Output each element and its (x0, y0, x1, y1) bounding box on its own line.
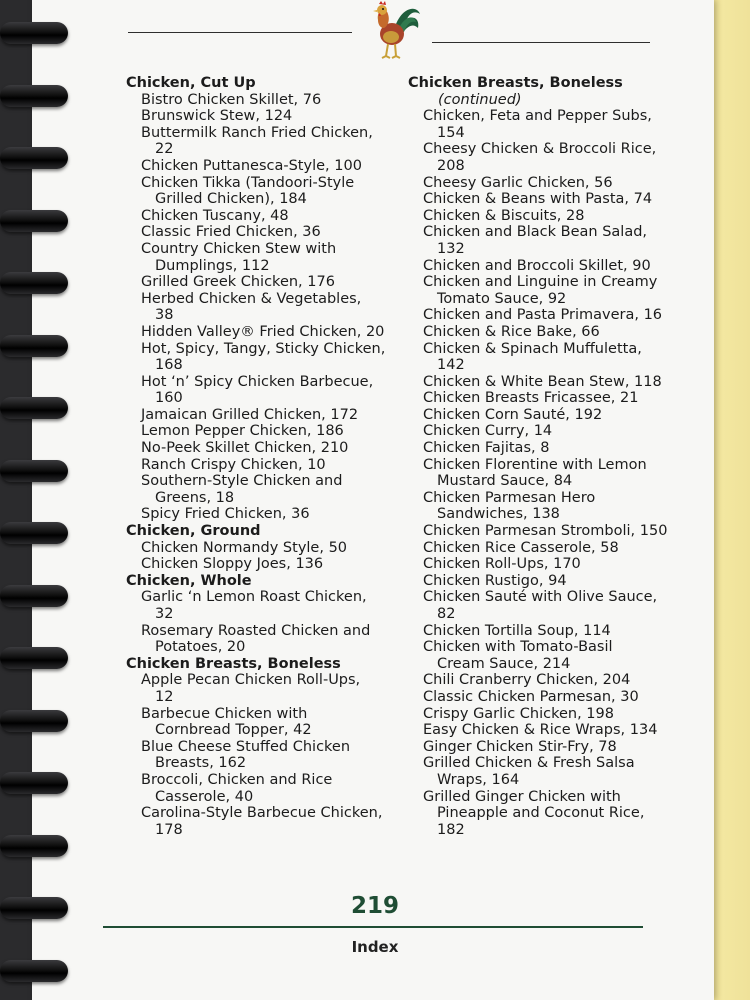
index-entry-text: Chicken Parmesan Stromboli, 150 (423, 523, 668, 540)
index-entry-continuation: 82 (437, 606, 456, 622)
index-entry (126, 457, 388, 474)
index-entry-continuation: Dumplings, 112 (155, 257, 270, 274)
index-entry-text: Southern-Style Chicken and (141, 473, 343, 490)
index-entry (408, 573, 688, 590)
index-entry (408, 706, 688, 723)
index-entry (408, 258, 688, 275)
index-entry (126, 208, 388, 225)
index-entry-continuation: Greens, 18 (155, 489, 235, 506)
index-entry-text: Chicken & Biscuits, 28 (423, 207, 585, 224)
index-entry-text: Chicken and Broccoli Skillet, 90 (423, 257, 651, 274)
index-heading-continued: (continued) (438, 91, 522, 108)
index-heading: Chicken Breasts, Boneless (126, 655, 341, 672)
index-entry-continuation: Tomato Sauce, 92 (437, 290, 567, 307)
index-entry (126, 805, 388, 838)
index-entry-continuation: 22 (155, 141, 174, 158)
binding-coil (0, 22, 68, 44)
index-entry (408, 141, 688, 174)
index-entry-text: Chicken and Black Bean Salad, (423, 224, 648, 241)
index-entry-text: Chicken with Tomato-Basil (423, 639, 613, 656)
index-entry (408, 639, 688, 672)
index-entry-text: Chicken and Linguine in Creamy (423, 274, 658, 291)
index-heading: Chicken Breasts, Boneless (408, 75, 623, 91)
spiral-binding (0, 0, 70, 1000)
index-entry (126, 407, 388, 424)
index-entry (126, 506, 388, 523)
index-entry-text: Herbed Chicken & Vegetables, (141, 290, 362, 307)
index-entry-continuation: 168 (155, 357, 183, 374)
index-entry-text: Chicken Sauté with Olive Sauce, (423, 589, 658, 606)
rooster-icon (364, 0, 424, 62)
index-entry-text: Hot, Spicy, Tangy, Sticky Chicken, (141, 340, 386, 357)
index-entry (126, 125, 388, 158)
binding-coil (0, 772, 68, 794)
index-entry (408, 789, 688, 839)
index-entry-text: Chicken Rice Casserole, 58 (423, 539, 619, 556)
index-entry-continuation: 208 (437, 157, 465, 174)
binding-coil (0, 210, 68, 232)
binding-coil (0, 272, 68, 294)
index-entry-text: Blue Cheese Stuffed Chicken (141, 738, 351, 755)
binding-coil (0, 835, 68, 857)
binding-coil (0, 397, 68, 419)
index-entry (126, 374, 388, 407)
index-entry (408, 191, 688, 208)
index-entry-text: Classic Chicken Parmesan, 30 (423, 688, 639, 705)
index-entry (408, 224, 688, 257)
index-entry-text: Chicken Florentine with Lemon (423, 456, 647, 473)
index-entry (408, 175, 688, 192)
binding-coil (0, 335, 68, 357)
index-entry-continuation: Cream Sauce, 214 (437, 655, 571, 672)
index-entry-text: Jamaican Grilled Chicken, 172 (141, 406, 359, 423)
index-entry-text: Hidden Valley® Fried Chicken, 20 (141, 323, 385, 340)
index-entry (126, 92, 388, 109)
index-entry-continuation: Mustard Sauce, 84 (437, 473, 573, 490)
index-entry-text: Cheesy Garlic Chicken, 56 (423, 174, 613, 191)
index-entry (408, 540, 688, 557)
index-entry (126, 341, 388, 374)
index-entry-text: Chicken Corn Sauté, 192 (423, 406, 603, 423)
binding-coil (0, 147, 68, 169)
index-entry-text: No-Peek Skillet Chicken, 210 (141, 440, 349, 457)
index-entry-text: Cheesy Chicken & Broccoli Rice, (423, 141, 657, 158)
index-entry-text: Chicken Rustigo, 94 (423, 572, 567, 589)
index-entry (408, 374, 688, 391)
index-entry-continuation: 160 (155, 390, 183, 407)
index-entry-continuation: Cornbread Topper, 42 (155, 722, 312, 739)
index-entry (126, 473, 388, 506)
index-entry-text: Ranch Crispy Chicken, 10 (141, 456, 326, 473)
index-entry-text: Classic Fried Chicken, 36 (141, 224, 321, 241)
index-entry-text: Chicken & Spinach Muffuletta, (423, 340, 642, 357)
index-entry (126, 108, 388, 125)
index-column-left (126, 75, 388, 838)
index-entry-continuation: Sandwiches, 138 (437, 506, 560, 523)
index-column-right (408, 75, 688, 838)
binding-coil (0, 85, 68, 107)
index-entry-text: Spicy Fried Chicken, 36 (141, 506, 310, 523)
index-entry-text: Chicken Tortilla Soup, 114 (423, 622, 611, 639)
index-entry (126, 224, 388, 241)
index-entry (126, 739, 388, 772)
index-entry (126, 706, 388, 739)
index-entry (408, 390, 688, 407)
index-entry-text: Brunswick Stew, 124 (141, 108, 293, 125)
index-entry (126, 274, 388, 291)
index-entry (408, 490, 688, 523)
index-entry (408, 623, 688, 640)
index-entry (126, 556, 388, 573)
index-entry (126, 241, 388, 274)
index-entry (126, 540, 388, 557)
index-entry (408, 523, 688, 540)
index-entry-text: Chicken Fajitas, 8 (423, 440, 550, 457)
index-entry-text: Grilled Greek Chicken, 176 (141, 274, 335, 291)
index-entry (408, 440, 688, 457)
index-entry-continuation: 154 (437, 124, 465, 141)
index-entry-continuation: 12 (155, 688, 174, 705)
index-entry-continuation: Wraps, 164 (437, 771, 520, 788)
index-entry-text: Chicken & White Bean Stew, 118 (423, 373, 662, 390)
index-entry-text: Chicken and Pasta Primavera, 16 (423, 307, 663, 324)
index-entry-continuation: Breasts, 162 (155, 755, 247, 772)
index-entry-continuation: 178 (155, 821, 183, 838)
index-entry (126, 623, 388, 656)
index-heading: Chicken, Whole (126, 572, 252, 589)
index-entry-text: Rosemary Roasted Chicken and (141, 622, 371, 639)
index-entry (126, 158, 388, 175)
index-entry-text: Broccoli, Chicken and Rice (141, 771, 333, 788)
index-entry (408, 556, 688, 573)
index-entry-text: Easy Chicken & Rice Wraps, 134 (423, 722, 658, 739)
index-entry (408, 274, 688, 307)
binding-coil (0, 585, 68, 607)
index-entry-text: Garlic ‘n Lemon Roast Chicken, (141, 589, 367, 606)
index-entry-text: Chicken Normandy Style, 50 (141, 539, 348, 556)
index-entry-text: Chicken Parmesan Hero (423, 489, 596, 506)
index-entry (408, 457, 688, 490)
index-entry (408, 407, 688, 424)
index-entry (408, 755, 688, 788)
index-entry-text: Chicken Tikka (Tandoori-Style (141, 174, 355, 191)
index-entry (408, 341, 688, 374)
index-entry (408, 423, 688, 440)
index-entry-text: Crispy Garlic Chicken, 198 (423, 705, 614, 722)
index-entry-continuation: 142 (437, 357, 465, 374)
index-entry-continuation: 38 (155, 307, 174, 324)
index-entry (126, 672, 388, 705)
index-entry-text: Carolina-Style Barbecue Chicken, (141, 805, 383, 822)
index-entry-text: Grilled Ginger Chicken with (423, 788, 621, 805)
index-entry-text: Grilled Chicken & Fresh Salsa (423, 755, 635, 772)
index-entry (408, 324, 688, 341)
index-entry (126, 175, 388, 208)
index-entry-text: Chicken, Feta and Pepper Subs, (423, 108, 652, 125)
index-entry-text: Chicken Roll-Ups, 170 (423, 556, 581, 573)
index-entry (126, 440, 388, 457)
index-heading: Chicken, Ground (126, 523, 261, 540)
index-entry (408, 672, 688, 689)
index-entry-text: Chicken Sloppy Joes, 136 (141, 556, 324, 573)
section-label: Index (351, 938, 399, 956)
index-entry-text: Apple Pecan Chicken Roll-Ups, (141, 672, 361, 689)
index-entry-text: Buttermilk Ranch Fried Chicken, (141, 124, 373, 141)
index-entry-continuation: Potatoes, 20 (155, 639, 246, 656)
index-entry-continuation: Casserole, 40 (155, 788, 254, 805)
header-rule-right (432, 42, 650, 43)
index-entry-text: Chicken Curry, 14 (423, 423, 553, 440)
binding-coil (0, 522, 68, 544)
index-entry-text: Chicken & Beans with Pasta, 74 (423, 191, 653, 208)
index-entry-continuation: Pineapple and Coconut Rice, (437, 805, 645, 822)
index-entry-text: Chicken Puttanesca-Style, 100 (141, 157, 362, 174)
index-entry-continuation: 132 (437, 240, 465, 257)
index-entry (408, 208, 688, 225)
index-entry-text: Country Chicken Stew with (141, 240, 337, 257)
index-entry (408, 739, 688, 756)
index-entry (408, 108, 688, 141)
index-entry (408, 689, 688, 706)
index-entry-text: Bistro Chicken Skillet, 76 (141, 91, 322, 108)
index-entry (126, 423, 388, 440)
index-entry (408, 722, 688, 739)
index-entry-text: Chicken Tuscany, 48 (141, 207, 289, 224)
index-entry (408, 589, 688, 622)
page-number: 219 (350, 893, 399, 919)
header-rule-left (128, 32, 352, 33)
binding-coil (0, 647, 68, 669)
index-entry (126, 772, 388, 805)
index-entry-text: Lemon Pepper Chicken, 186 (141, 423, 344, 440)
index-entry (126, 589, 388, 622)
index-entry-text: Chicken & Rice Bake, 66 (423, 323, 600, 340)
index-entry-text: Chicken Breasts Fricassee, 21 (423, 390, 639, 407)
index-entry-continuation: Grilled Chicken), 184 (155, 191, 307, 208)
index-entry-text: Chili Cranberry Chicken, 204 (423, 672, 631, 689)
index-heading: Chicken, Cut Up (126, 75, 256, 91)
index-entry-text: Ginger Chicken Stir-Fry, 78 (423, 738, 617, 755)
footer-rule (103, 926, 643, 928)
index-entry-continuation: 182 (437, 821, 465, 838)
binding-coil (0, 710, 68, 732)
index-entry-text: Barbecue Chicken with (141, 705, 308, 722)
index-entry (126, 291, 388, 324)
index-entry (126, 324, 388, 341)
index-entry-continuation: 32 (155, 606, 174, 622)
binding-coil (0, 460, 68, 482)
index-entry-text: Hot ‘n’ Spicy Chicken Barbecue, (141, 373, 374, 390)
binding-coil (0, 960, 68, 982)
index-entry (408, 307, 688, 324)
